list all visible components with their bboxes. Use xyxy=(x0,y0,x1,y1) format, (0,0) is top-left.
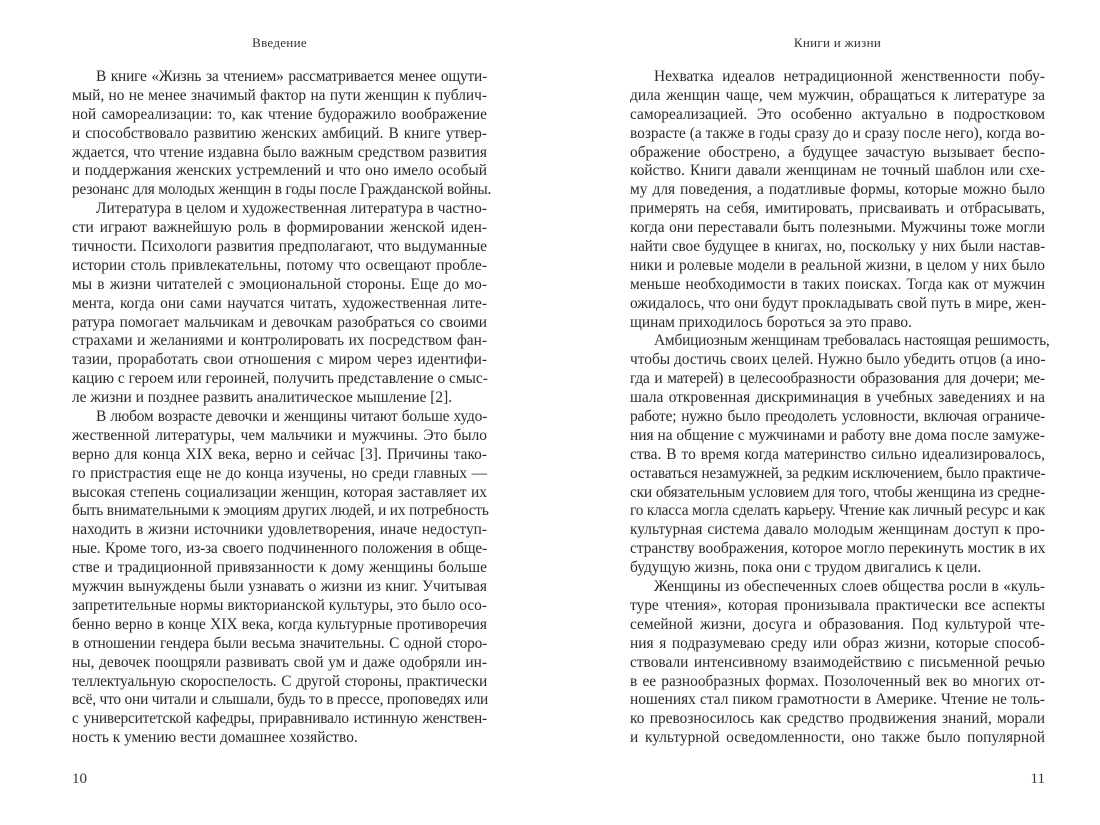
text-line: примерять на себя, имитировать, присваивать и отбрасывать, xyxy=(630,200,1045,218)
text-line: ники и ролевые модели в реальной жизни, в целом у них было xyxy=(630,256,1045,274)
text-line: ность к умению вести домашнее хозяйство. xyxy=(72,729,358,747)
text-line: самореализацией. Это особенно актуально в подростковом xyxy=(630,105,1045,123)
text-line: Амбициозным женщинам требовалась настоящая решимость, xyxy=(654,332,1050,350)
text-line: высокая степень социализации женщин, которая заставляет их xyxy=(72,483,487,501)
text-line: оставаться незамужней, за редким исключением, было практиче- xyxy=(630,464,1046,482)
text-line: го класса могла сделать карьеру. Чтение как личный ресурс и как xyxy=(630,502,1045,520)
text-line: работе; нужно было преодолеть условности, включая ограниче- xyxy=(630,408,1045,426)
text-line: и культурной осведомленности, оно также было популярной xyxy=(630,729,1045,747)
text-line: тичности. Психологи развития предполагают, что выдуманные xyxy=(72,238,487,256)
paragraph xyxy=(630,332,1050,578)
text-line: резонанс для молодых женщин в годы после Гражданской войны. xyxy=(72,181,492,199)
text-line: В книге «Жизнь за чтением» рассматривается менее ощути- xyxy=(96,68,487,85)
text-line: когда они переставали быть полезными. Мужчины тоже могли xyxy=(630,219,1045,237)
text-line: всё, что они читали и слышали, будь то в прессе, проповедях или xyxy=(72,691,489,709)
text-line: ния на общение с мужчинами и работу вне дома после замуже- xyxy=(630,426,1045,444)
paragraph xyxy=(72,408,487,748)
text-line: дила женщин чаще, чем мужчин, обращаться к литературе за xyxy=(630,86,1045,104)
text-line: мый, но не менее значимый фактор на пути женщин к публич- xyxy=(72,86,487,104)
page-number: 10 xyxy=(72,771,87,787)
text-line: ные. Кроме того, из-за своего подчиненного положения в обще- xyxy=(72,540,487,558)
text-line: ле жизни и позднее развить аналитическое мышление [2]. xyxy=(72,389,453,407)
right-page xyxy=(550,0,1100,825)
text-line: ко превозносилось как средство продвижения знаний, морали xyxy=(630,710,1045,728)
text-line: ратура помогает мальчикам и девочкам разобраться со своими xyxy=(72,313,487,331)
text-line: страхами и желаниями и контролировать их посредством фан- xyxy=(72,332,487,350)
text-line: находить в жизни источники удовлетворения, иначе недоступ- xyxy=(72,521,487,539)
body-text xyxy=(630,68,1050,748)
text-line: мы в жизни читателей с эмоциональной стороны. Еще до мо- xyxy=(72,275,487,293)
text-line: ной самореализации: то, как чтение будоражило воображение xyxy=(72,105,487,123)
text-line: щинам приходилось бороться за это право. xyxy=(630,313,912,331)
text-line: В любом возрасте девочки и женщины читают больше худо- xyxy=(96,408,487,426)
text-line: Литература в целом и художественная литература в частно- xyxy=(96,200,487,218)
text-line: ображение обострено, а будущее зачастую вызывает беспо- xyxy=(630,143,1045,161)
text-line: му для поведения, а податливые формы, которые можно было xyxy=(630,181,1045,199)
text-line: меньше необходимости в таких поисках. Тогда как от мужчин xyxy=(630,275,1045,293)
text-line: Женщины из обеспеченных слоев общества росли в «куль- xyxy=(654,578,1045,596)
text-line: Нехватка идеалов нетрадиционной женственности побу- xyxy=(654,68,1045,85)
text-line: и поддержания женских устремлений и что оно имело особый xyxy=(72,162,487,180)
paragraph xyxy=(72,200,487,408)
text-line: шала откровенная дискриминация в учебных заведениях и на xyxy=(630,389,1045,407)
text-line: ждается, что чтение издавна было важным средством развития xyxy=(72,143,487,161)
text-line: культурная система давало молодым женщинам доступ к про- xyxy=(630,521,1045,539)
text-line: мента, когда они сами научатся читать, художественная лите- xyxy=(72,294,487,312)
text-line: ношениях стал пиком грамотности в Америке. Чтение не толь- xyxy=(630,691,1045,709)
body-text xyxy=(72,68,492,748)
text-line: кацию с героем или героиней, получить представление о смыс- xyxy=(72,370,488,388)
text-line: истории столь привлекательны, потому что освещают пробле- xyxy=(72,256,487,274)
text-line: тазии, проработать свои отношения с миром через идентифи- xyxy=(72,351,487,369)
text-line: быть внимательными к эмоциям других людей, и их потребность xyxy=(72,502,489,520)
text-line: и способствовало развитию женских амбиций. В книге утвер- xyxy=(72,124,487,142)
paragraph xyxy=(72,68,492,200)
text-line: ны, девочек поощряли развивать свой ум и даже одобряли ин- xyxy=(72,653,487,671)
text-line: найти свое будущее в книгах, но, поскольку у них были настав- xyxy=(630,238,1045,256)
text-line: койство. Книги давали женщинам не точный шаблон или схе- xyxy=(630,162,1045,180)
text-line: жественной литературы, чем мальчики и мужчины. Это было xyxy=(72,426,487,444)
text-line: ния я подразумеваю среду или образ жизни, которые способ- xyxy=(630,634,1045,652)
text-line: бенно верно в конце XIX века, когда культурные противоречия xyxy=(72,615,487,633)
text-line: туре чтения», которая пронизывала практически все аспекты xyxy=(630,596,1045,614)
running-head: Введение xyxy=(252,35,307,50)
text-line: семейной жизни, досуга и образования. Под культурой чте- xyxy=(630,615,1045,633)
text-line: в отношении гендера были весьма значительны. С одной сторо- xyxy=(72,634,487,652)
running-head: Книги и жизни xyxy=(793,35,882,50)
text-line: го пристрастия еще не до конца изучены, но среди главных — xyxy=(72,464,487,482)
text-line: гда и матерей) в целесообразности образования для дочери; ме- xyxy=(630,370,1045,388)
paragraph xyxy=(630,578,1045,748)
page-number: 11 xyxy=(1030,771,1045,787)
text-line: теллектуальную скороспелость. С другой стороны, практически xyxy=(72,672,487,690)
text-line: ствовали интенсивному взаимодействию с письменной речью xyxy=(630,653,1045,671)
text-line: в ее разнообразных формах. Позолоченный век во многих от- xyxy=(630,672,1045,690)
text-line: ожидалось, что они будут прокладывать свой путь в мире, жен- xyxy=(630,294,1047,312)
text-line: ства. В то время когда материнство сильно идеализировалось, xyxy=(630,445,1045,463)
text-line: стве и традиционной привязанности к дому женщины больше xyxy=(72,559,487,577)
text-line: будущую жизнь, пока они с трудом двигались к цели. xyxy=(630,559,982,577)
text-line: мужчин вынуждены были узнавать о жизни из книг. Учитывая xyxy=(72,578,487,596)
text-line: чтобы достичь своих целей. Нужно было убедить отцов (а ино- xyxy=(630,351,1046,369)
paragraph xyxy=(630,68,1045,332)
text-line: возрасте (а также в годы сразу до и сразу после него), когда во- xyxy=(630,124,1045,142)
text-line: запретительные нормы викторианской культуры, это было осо- xyxy=(72,596,487,614)
text-line: с университетской кафедры, приравнивало истинную женствен- xyxy=(72,710,487,728)
text-line: сти играют важнейшую роль в формировании женской иден- xyxy=(72,219,487,237)
text-line: странству воображения, которое могло перекинуть мостик в их xyxy=(630,540,1046,558)
text-line: верно для конца XIX века, верно и сейчас [3]. Причины тако- xyxy=(72,445,487,463)
text-line: ски обязательным условием для того, чтобы женщина из средне- xyxy=(630,483,1045,501)
